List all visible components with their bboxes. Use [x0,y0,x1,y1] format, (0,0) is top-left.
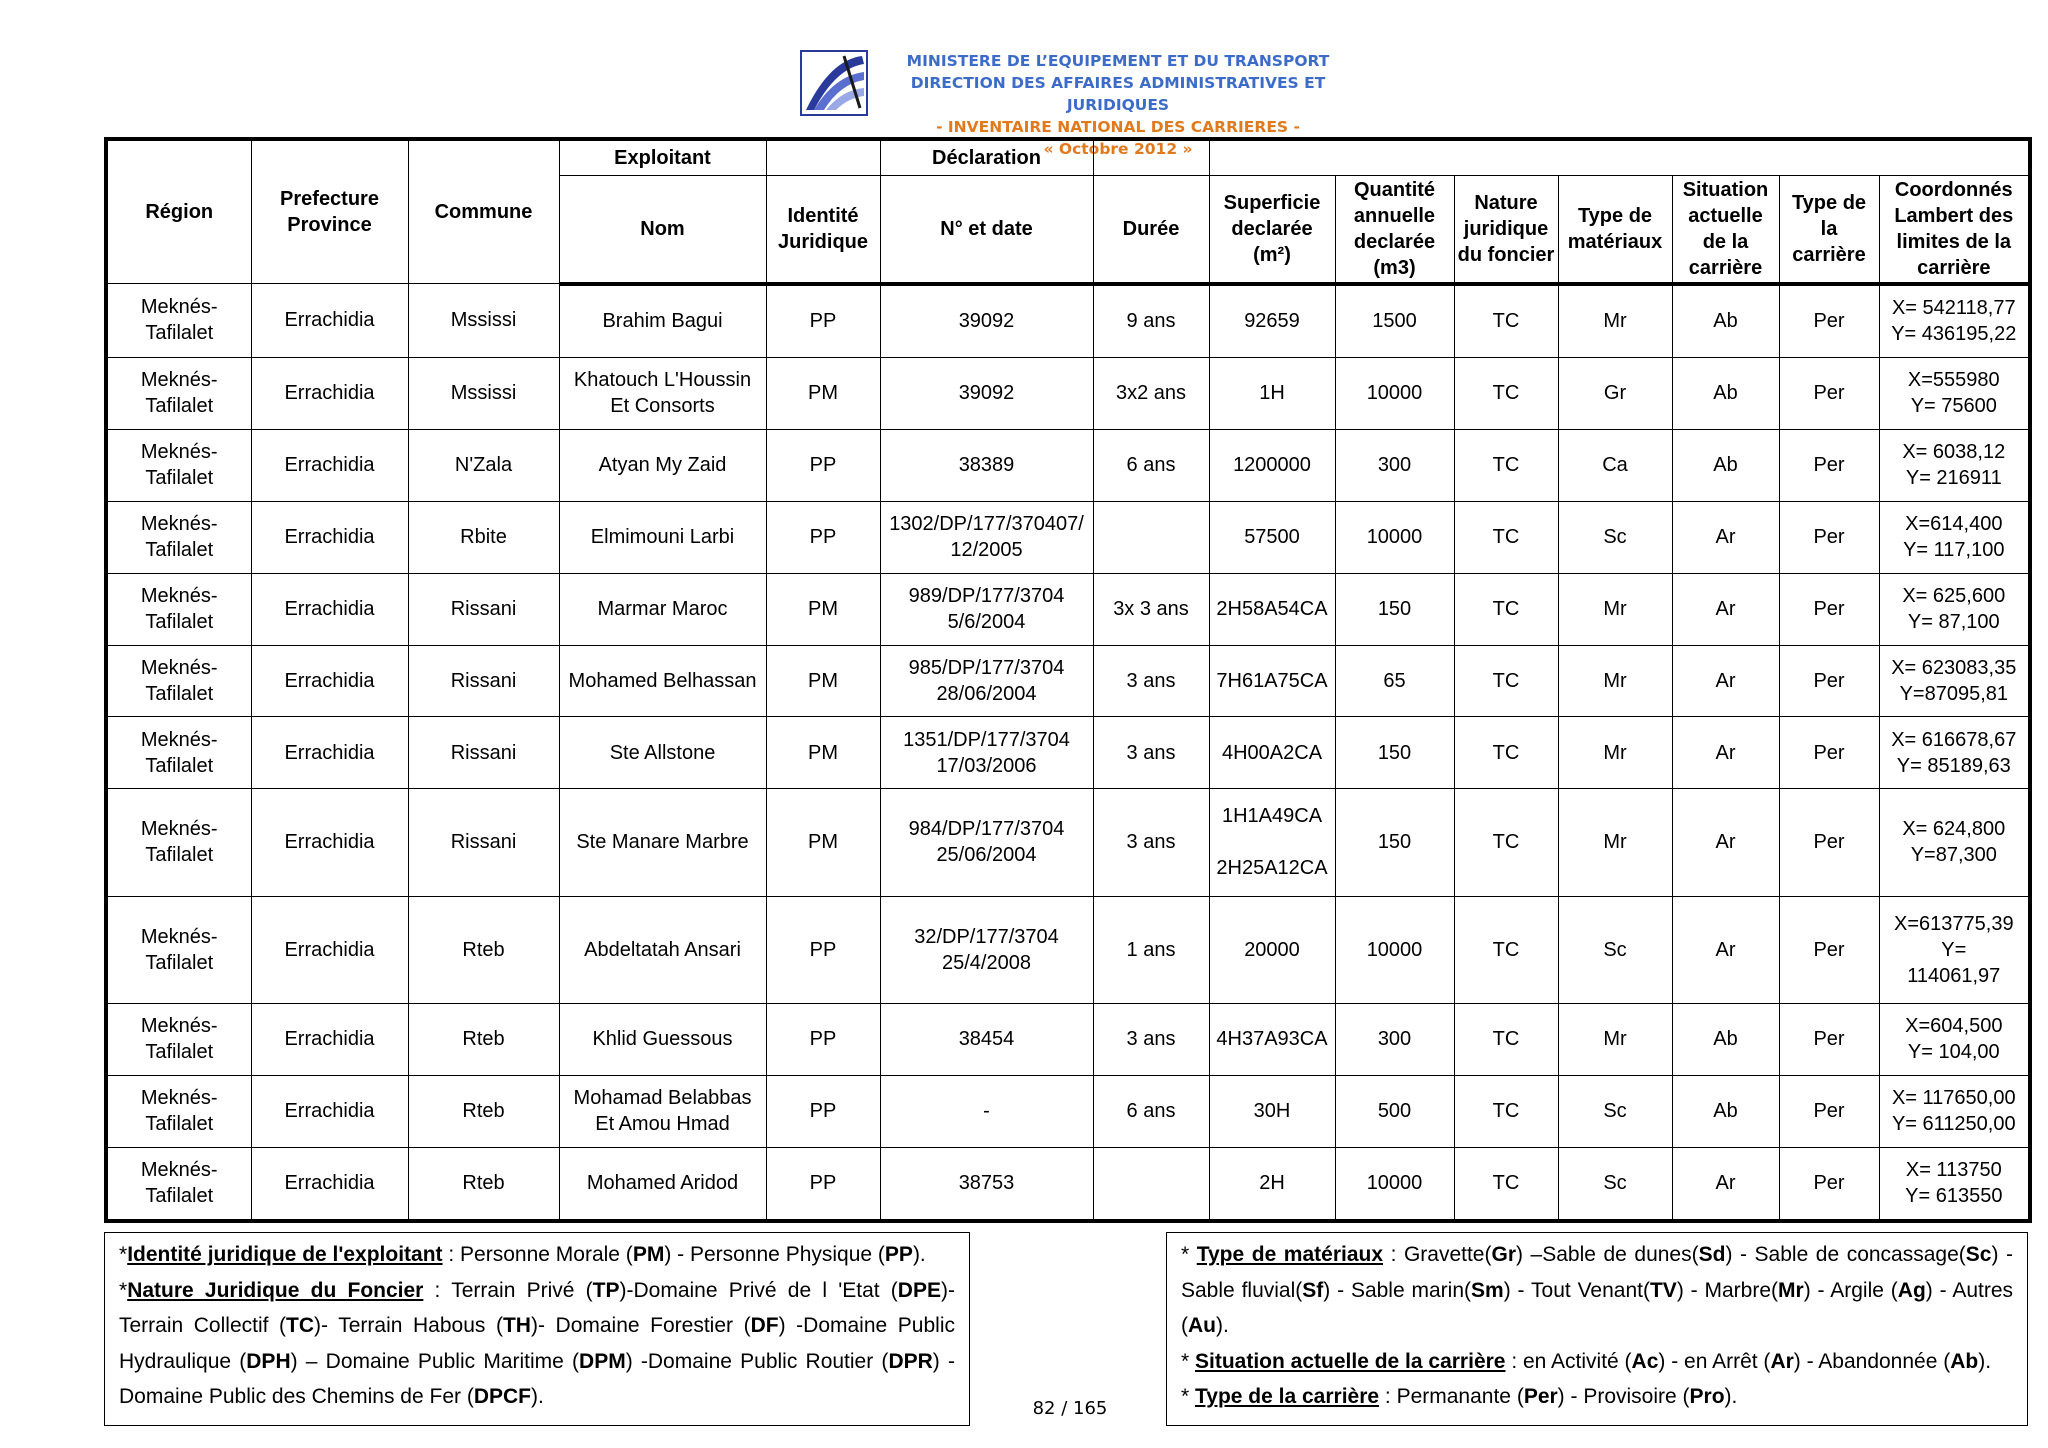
cell-type-carriere: Per [1779,501,1879,573]
cell-duree: 3x 3 ans [1093,573,1209,645]
col-header-nature: Nature juridique du foncier [1454,176,1558,284]
col-header-identite: Identité Juridique [766,176,880,284]
cell-commune: Rissani [408,717,559,789]
cell-situation: Ab [1672,429,1779,501]
legend-text: ) - Autres ( [1181,1278,2014,1337]
table-row [106,1075,2030,1147]
cell-type-carriere: Per [1779,357,1879,429]
cell-nature: TC [1454,645,1558,717]
cell-region: Meknés- Tafilalet [106,1147,251,1221]
legend-code: Sf [1302,1278,1324,1302]
cell-type-mat: Mr [1558,717,1672,789]
legend-code: Per [1523,1385,1558,1408]
cell-nature: TC [1454,1075,1558,1147]
legend-text: ) - Marbre( [1676,1278,1779,1302]
cell-nom: Atyan My Zaid [559,429,766,501]
cell-commune: Rteb [408,1075,559,1147]
cell-identite: PP [766,429,880,501]
group-header-empty-2 [1093,139,1209,176]
legend-text: ) - Provisoire ( [1557,1385,1690,1408]
cell-superficie: 20000 [1209,896,1335,1003]
legend-code: Ac [1631,1349,1659,1373]
cell-identite: PM [766,573,880,645]
legend-identite-key: Identité juridique de l'exploitant [127,1243,443,1266]
cell-nature: TC [1454,357,1558,429]
cell-identite: PM [766,789,880,896]
cell-nom: Mohamed Aridod [559,1147,766,1221]
cell-quantite: 300 [1335,429,1454,501]
cell-prefecture: Errachidia [251,645,408,717]
cell-prefecture: Errachidia [251,1147,408,1221]
cell-type-mat: Mr [1558,645,1672,717]
cell-num-date: 1302/DP/177/370407/ 12/2005 [880,501,1093,573]
cell-nom: Abdeltatah Ansari [559,896,766,1003]
cell-type-mat: Mr [1558,789,1672,896]
cell-identite: PP [766,284,880,358]
legend-code: PM [632,1243,665,1266]
cell-commune: Mssissi [408,357,559,429]
table-row [106,1003,2030,1075]
cell-situation: Ab [1672,357,1779,429]
cell-nature: TC [1454,1147,1558,1221]
cell-nature: TC [1454,429,1558,501]
inventory-title: - INVENTAIRE NATIONAL DES CARRIERES - [936,118,1300,136]
legend-text: ) - Domaine Public des Chemins de Fer ( [119,1349,955,1408]
cell-nom: Khatouch L'Houssin Et Consorts [559,357,766,429]
col-header-superficie: Superficie declarée (m²) [1209,176,1335,284]
cell-region: Meknés- Tafilalet [106,357,251,429]
cell-region: Meknés- Tafilalet [106,717,251,789]
table-row [106,1147,2030,1221]
legend-text: ) -Domaine Public Routier ( [625,1349,889,1373]
legend-text: ) - Sable fluvial( [1181,1243,2014,1302]
cell-type-carriere: Per [1779,896,1879,1003]
page-number: 82 / 165 [1032,1398,1108,1419]
cell-region: Meknés- Tafilalet [106,573,251,645]
cell-type-mat: Sc [1558,1075,1672,1147]
group-header-exploitant: Exploitant [559,139,766,176]
cell-num-date: 985/DP/177/3704 28/06/2004 [880,645,1093,717]
col-header-quantite: Quantité annuelle declarée (m3) [1335,176,1454,284]
cell-superficie: 4H00A2CA [1209,717,1335,789]
cell-superficie: 1H1A49CA 2H25A12CA [1209,789,1335,896]
table-row [106,501,2030,573]
legend-text: ) - Abandonnée ( [1793,1349,1951,1373]
cell-nom: Marmar Maroc [559,573,766,645]
cell-duree: 9 ans [1093,284,1209,358]
cell-type-carriere: Per [1779,573,1879,645]
cell-commune: Rteb [408,896,559,1003]
legend-text: ) - en Arrêt ( [1658,1349,1771,1373]
cell-num-date: 38454 [880,1003,1093,1075]
cell-coordonnees: X= 6038,12 Y= 216911 [1879,429,2030,501]
cell-prefecture: Errachidia [251,284,408,358]
col-header-nom: Nom [559,176,766,284]
ministry-logo-icon [800,50,868,116]
cell-prefecture: Errachidia [251,896,408,1003]
cell-region: Meknés- Tafilalet [106,645,251,717]
ministry-title: MINISTERE DE L’EQUIPEMENT ET DU TRANSPORT [906,52,1330,70]
cell-duree: 3 ans [1093,645,1209,717]
cell-type-carriere: Per [1779,1075,1879,1147]
table-row [106,717,2030,789]
cell-num-date: 39092 [880,357,1093,429]
cell-nom: Khlid Guessous [559,1003,766,1075]
cell-num-date: 38753 [880,1147,1093,1221]
table-group-header-row [106,139,2030,176]
cell-superficie: 2H [1209,1147,1335,1221]
cell-commune: N'Zala [408,429,559,501]
cell-type-carriere: Per [1779,645,1879,717]
cell-situation: Ab [1672,1003,1779,1075]
table-row [106,789,2030,896]
cell-prefecture: Errachidia [251,789,408,896]
legend-code: DPM [579,1349,626,1373]
table-row [106,645,2030,717]
legend-code: Sm [1471,1278,1504,1302]
cell-coordonnees: X= 625,600 Y= 87,100 [1879,573,2030,645]
cell-type-mat: Mr [1558,573,1672,645]
legend-text: : Terrain Privé ( [423,1278,593,1302]
cell-identite: PP [766,896,880,1003]
cell-duree: 6 ans [1093,429,1209,501]
cell-type-carriere: Per [1779,789,1879,896]
col-header-coordonnees: Coordonnés Lambert des limites de la carrière [1879,176,2030,284]
cell-duree: 3 ans [1093,717,1209,789]
col-header-type-materiaux: Type de matériaux [1558,176,1672,284]
cell-coordonnees: X= 117650,00 Y= 611250,00 [1879,1075,2030,1147]
cell-superficie: 92659 [1209,284,1335,358]
cell-prefecture: Errachidia [251,1075,408,1147]
cell-type-mat: Ca [1558,429,1672,501]
legend-text: ) – Domaine Public Maritime ( [290,1349,580,1373]
legend-code: PP [884,1243,913,1266]
cell-type-mat: Sc [1558,501,1672,573]
cell-nature: TC [1454,284,1558,358]
table-row [106,284,2030,358]
legend-code: Ab [1950,1349,1979,1373]
cell-nom: Mohamad Belabbas Et Amou Hmad [559,1075,766,1147]
cell-quantite: 10000 [1335,896,1454,1003]
legend-text: : Personne Morale ( [442,1243,633,1266]
table-row [106,357,2030,429]
legend-text: ) - Sable de concassage( [1725,1243,1966,1266]
legend-right: * Type de matériaux : Gravette(Gr) –Sable de dunes(Sd) - Sable de concassage(Sc) - Sable fluvial(Sf) - Sable marin(Sm) - Tout Venant(TV) - Marbre(Mr) - Argile (Ag) - Autres (Au). * Situation actuelle de la carrière : en Activité (Ac) - en Arrêt (Ar) - Abandonnée (Ab). * Type de la carrière : Permanante (Per) - Provisoire (Pro). [1166,1232,2028,1426]
cell-nom: Elmimouni Larbi [559,501,766,573]
legend-type-key: Type de matériaux [1196,1243,1384,1266]
cell-quantite: 1500 [1335,284,1454,358]
cell-commune: Rissani [408,789,559,896]
cell-duree [1093,501,1209,573]
group-header-declaration: Déclaration [880,139,1093,176]
legend-code: TP [592,1278,620,1302]
cell-situation: Ar [1672,717,1779,789]
cell-superficie: 2H58A54CA [1209,573,1335,645]
cell-quantite: 150 [1335,717,1454,789]
cell-prefecture: Errachidia [251,357,408,429]
cell-situation: Ar [1672,789,1779,896]
cell-coordonnees: X=613775,39 Y= 114061,97 [1879,896,2030,1003]
col-header-situation: Situation actuelle de la carrière [1672,176,1779,284]
legend-text: )- Domaine Forestier ( [530,1314,751,1337]
cell-duree: 3 ans [1093,1003,1209,1075]
col-header-commune: Commune [408,139,559,284]
cell-situation: Ar [1672,501,1779,573]
cell-duree [1093,1147,1209,1221]
cell-quantite: 150 [1335,573,1454,645]
legend-code: DPR [888,1349,933,1373]
legend-text: ) -Domaine Public Hydraulique ( [119,1314,955,1373]
cell-num-date: - [880,1075,1093,1147]
cell-commune: Rissani [408,573,559,645]
cell-coordonnees: X=614,400 Y= 117,100 [1879,501,2030,573]
cell-superficie: 4H37A93CA [1209,1003,1335,1075]
cell-prefecture: Errachidia [251,573,408,645]
legend-left: *Identité juridique de l'exploitant : Personne Morale (PM) - Personne Physique (PP). *Nature Juridique du Foncier : Terrain Privé (TP)-Domaine Privé de l 'Etat (DPE)- Terrain Collectif (TC)- Terrain Habous (TH)- Domaine Forestier (DF) -Domaine Public Hydraulique (DPH) – Domaine Public Maritime (DPM) -Domaine Public Routier (DPR) - Domaine Public des Chemins de Fer (DPCF). [104,1232,970,1426]
cell-num-date: 989/DP/177/3704 5/6/2004 [880,573,1093,645]
legend-code: TC [286,1314,315,1337]
cell-type-carriere: Per [1779,717,1879,789]
cell-region: Meknés- Tafilalet [106,789,251,896]
cell-coordonnees: X= 542118,77 Y= 436195,22 [1879,284,2030,358]
group-header-empty-1 [766,139,880,176]
cell-type-mat: Sc [1558,896,1672,1003]
cell-nom: Ste Allstone [559,717,766,789]
cell-prefecture: Errachidia [251,717,408,789]
cell-region: Meknés- Tafilalet [106,1075,251,1147]
legend-text: ) - Argile ( [1803,1278,1898,1302]
cell-nom: Mohamed Belhassan [559,645,766,717]
table-row [106,573,2030,645]
cell-type-mat: Mr [1558,284,1672,358]
legend-code: DF [750,1314,779,1337]
legend-text: : en Activité ( [1505,1349,1632,1373]
cell-prefecture: Errachidia [251,429,408,501]
cell-commune: Rteb [408,1003,559,1075]
legend-text: ) - Personne Physique ( [664,1243,885,1266]
cell-quantite: 500 [1335,1075,1454,1147]
cell-nom: Brahim Bagui [559,284,766,358]
cell-type-mat: Mr [1558,1003,1672,1075]
cell-identite: PM [766,357,880,429]
cell-situation: Ar [1672,1147,1779,1221]
legend-text: ) - Sable marin( [1323,1278,1472,1302]
cell-nature: TC [1454,501,1558,573]
cell-identite: PP [766,1147,880,1221]
cell-nature: TC [1454,717,1558,789]
group-header-empty-3 [1209,139,2030,176]
col-header-type-carriere: Type de la carrière [1779,176,1879,284]
cell-quantite: 300 [1335,1003,1454,1075]
cell-coordonnees: X= 113750 Y= 613550 [1879,1147,2030,1221]
cell-type-mat: Gr [1558,357,1672,429]
quarries-table [104,137,2032,1223]
cell-commune: Rissani [408,645,559,717]
cell-situation: Ar [1672,573,1779,645]
table-row [106,429,2030,501]
cell-duree: 1 ans [1093,896,1209,1003]
cell-identite: PM [766,645,880,717]
table-row [106,896,2030,1003]
legend-text: )- Terrain Habous ( [314,1314,503,1337]
cell-situation: Ab [1672,284,1779,358]
cell-coordonnees: X=555980 Y= 75600 [1879,357,2030,429]
quarries-table-container [104,137,2028,1223]
cell-superficie: 1200000 [1209,429,1335,501]
cell-prefecture: Errachidia [251,501,408,573]
table-body [106,284,2030,1222]
cell-coordonnees: X=604,500 Y= 104,00 [1879,1003,2030,1075]
legend-text: ). [1216,1314,1229,1337]
cell-num-date: 984/DP/177/3704 25/06/2004 [880,789,1093,896]
legend-code: Sc [1965,1243,1992,1266]
col-header-prefecture: Prefecture Province [251,139,408,284]
cell-situation: Ab [1672,1075,1779,1147]
cell-region: Meknés- Tafilalet [106,501,251,573]
legend-code: Gr [1491,1243,1516,1266]
cell-nom: Ste Manare Marbre [559,789,766,896]
legend-code: Mr [1778,1278,1804,1302]
legend-text: ) –Sable de dunes( [1516,1243,1699,1266]
legend-situation-key: Situation actuelle de la carrière [1195,1349,1506,1373]
cell-coordonnees: X= 623083,35 Y=87095,81 [1879,645,2030,717]
cell-prefecture: Errachidia [251,1003,408,1075]
cell-situation: Ar [1672,896,1779,1003]
legend-code: DPCF [473,1385,531,1408]
legend-text: : Permanante ( [1379,1385,1524,1408]
cell-identite: PP [766,501,880,573]
cell-coordonnees: X= 616678,67 Y= 85189,63 [1879,717,2030,789]
legend-code: Ag [1897,1278,1926,1302]
cell-commune: Rbite [408,501,559,573]
legend-code: TH [502,1314,531,1337]
cell-region: Meknés- Tafilalet [106,429,251,501]
cell-situation: Ar [1672,645,1779,717]
cell-duree: 6 ans [1093,1075,1209,1147]
cell-quantite: 10000 [1335,501,1454,573]
cell-duree: 3 ans [1093,789,1209,896]
cell-quantite: 10000 [1335,357,1454,429]
cell-quantite: 150 [1335,789,1454,896]
cell-nature: TC [1454,1003,1558,1075]
cell-type-carriere: Per [1779,1003,1879,1075]
cell-num-date: 1351/DP/177/3704 17/03/2006 [880,717,1093,789]
cell-type-carriere: Per [1779,429,1879,501]
col-header-duree: Durée [1093,176,1209,284]
cell-num-date: 32/DP/177/3704 25/4/2008 [880,896,1093,1003]
legend-text: : Gravette( [1383,1243,1492,1266]
cell-identite: PP [766,1075,880,1147]
cell-type-carriere: Per [1779,1147,1879,1221]
cell-identite: PM [766,717,880,789]
cell-region: Meknés- Tafilalet [106,1003,251,1075]
cell-nature: TC [1454,789,1558,896]
cell-commune: Rteb [408,1147,559,1221]
legend-code: Au [1188,1314,1216,1337]
cell-region: Meknés- Tafilalet [106,896,251,1003]
cell-nature: TC [1454,573,1558,645]
cell-quantite: 65 [1335,645,1454,717]
legend-code: Ar [1770,1349,1794,1373]
legend-text: ) - Tout Venant( [1503,1278,1650,1302]
cell-nature: TC [1454,896,1558,1003]
cell-type-carriere: Per [1779,284,1879,358]
legend-code: TV [1649,1278,1677,1302]
cell-superficie: 1H [1209,357,1335,429]
cell-identite: PP [766,1003,880,1075]
legend-text: ). [1724,1385,1738,1408]
cell-coordonnees: X= 624,800 Y=87,300 [1879,789,2030,896]
cell-quantite: 10000 [1335,1147,1454,1221]
cell-type-mat: Sc [1558,1147,1672,1221]
cell-commune: Mssissi [408,284,559,358]
legend-text: ). [912,1243,926,1266]
legend-text: ). [531,1385,544,1408]
legend-text: )-Domaine Privé de l 'Etat ( [619,1278,898,1302]
legend-code: Sd [1698,1243,1726,1266]
legend-code: DPE [897,1278,941,1302]
legend-code: Pro [1689,1385,1725,1408]
cell-duree: 3x2 ans [1093,357,1209,429]
cell-superficie: 7H61A75CA [1209,645,1335,717]
legend-code: DPH [246,1349,291,1373]
legend-type-carriere-key: Type de la carrière [1195,1385,1380,1408]
col-header-region: Région [106,139,251,284]
legend-text: )- Terrain Collectif ( [119,1278,955,1337]
cell-superficie: 30H [1209,1075,1335,1147]
cell-superficie: 57500 [1209,501,1335,573]
date-title: « Octobre 2012 » [1043,140,1193,158]
col-header-num-date: N° et date [880,176,1093,284]
direction-title: DIRECTION DES AFFAIRES ADMINISTRATIVES ET JURIDIQUES [910,74,1326,114]
legend-text: ). [1978,1349,1992,1373]
cell-num-date: 38389 [880,429,1093,501]
legend-nature-key: Nature Juridique du Foncier [127,1278,424,1302]
cell-num-date: 39092 [880,284,1093,358]
cell-region: Meknés- Tafilalet [106,284,251,358]
